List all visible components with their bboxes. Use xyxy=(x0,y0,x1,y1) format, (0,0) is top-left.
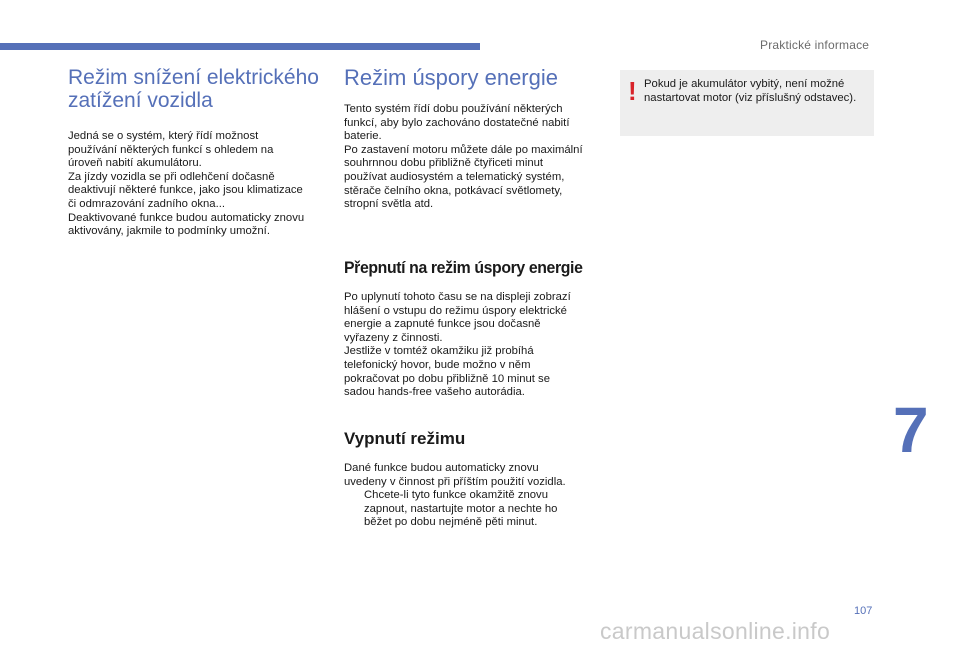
bullet-icon xyxy=(344,489,364,530)
header-accent-bar xyxy=(0,43,480,50)
electrical-load-title: Režim snížení elektrického zatížení vozidla xyxy=(68,66,319,112)
column-electrical-load xyxy=(68,66,328,239)
exit-mode-bullet xyxy=(344,489,606,530)
energy-saving-body: Tento systém řídí dobu používání některých funkcí, aby bylo zachováno dostatečné nabití baterie. Po zastavení motoru můžete dále po maximální souhrnnou dobu přibližně čtyřiceti minut používat audiosystém a telematický systém, stěrače čelního okna, potkávací světlomety, stropní světla atd. xyxy=(344,103,583,211)
page-number: 107 xyxy=(854,605,873,617)
energy-saving-title: Režim úspory energie xyxy=(344,65,558,90)
section-title: Praktické informace xyxy=(760,38,870,52)
switch-mode-section xyxy=(344,258,606,400)
switch-mode-title: Přepnutí na režim úspory energie xyxy=(344,258,583,277)
watermark: carmanualsonline.info xyxy=(600,618,831,644)
warning-box xyxy=(620,70,874,136)
exit-mode-section xyxy=(344,429,606,530)
exclamation-icon: ! xyxy=(628,76,637,106)
exit-mode-bullet-text: Chcete-li tyto funkce okamžitě znovu zapnout, nastartujte motor a nechte ho běžet po dobu nejméně pěti minut. xyxy=(364,489,558,529)
exit-mode-title: Vypnutí režimu xyxy=(344,429,466,448)
column-energy-saving xyxy=(344,66,606,212)
electrical-load-body: Jedná se o systém, který řídí možnost používání některých funkcí s ohledem na úroveň nabití akumulátoru. Za jízdy vozidla se při odlehčení dočasně deaktivují některé funkce, jako jsou klimatizace či odmrazování zadního okna... Deaktivované funkce budou automaticky znovu aktivovány, jakmile to podmínky umožní. xyxy=(68,130,305,238)
warning-text: Pokud je akumulátor vybitý, není možné nastartovat motor (viz příslušný odstavec). xyxy=(644,78,857,104)
exit-mode-body: Dané funkce budou automaticky znovu uvedeny v činnost při příštím použití vozidla. xyxy=(344,462,566,488)
chapter-number: 7 xyxy=(893,394,929,466)
switch-mode-body: Po uplynutí tohoto času se na displeji zobrazí hlášení o vstupu do režimu úspory elektrické energie a zapnuté funkce jsou dočasně vyřazeny z činnosti. Jestliže v tomtéž okamžiku již probíhá telefonický hovor, bude možno v něm pokračovat po dobu přibližně 10 minut se sadou hands-free vašeho autorádia. xyxy=(344,291,571,399)
